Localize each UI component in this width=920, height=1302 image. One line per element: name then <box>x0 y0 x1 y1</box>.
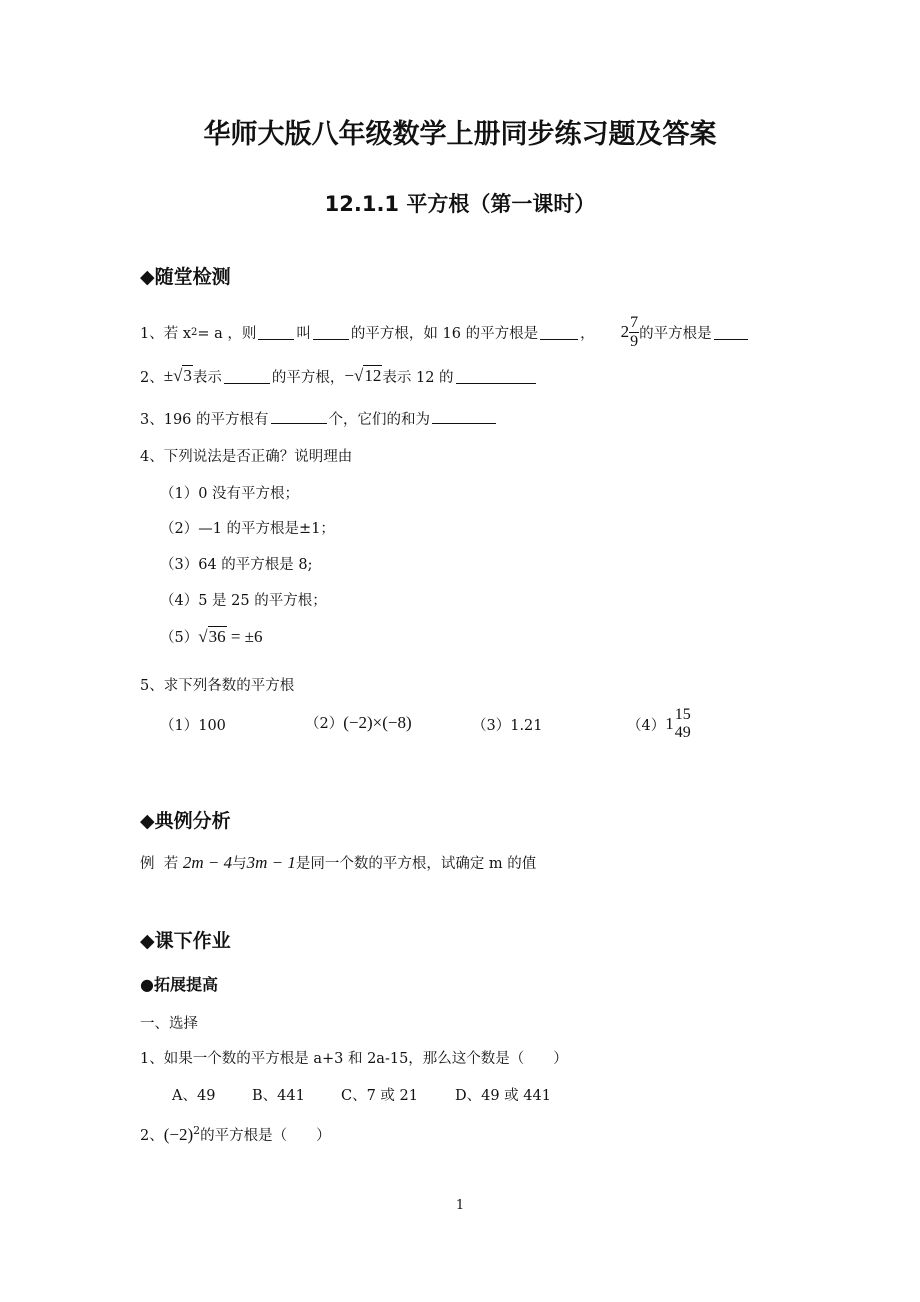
q1-sup: 2 <box>191 326 198 338</box>
hw-q1-option-a[interactable]: A、49 <box>172 1088 216 1104</box>
question-2 <box>140 362 538 390</box>
q1-text-6: 的平方根是 <box>639 325 712 342</box>
hw-q2-expression: (−2) <box>163 1124 194 1144</box>
q5-item-1: （1）100 <box>160 718 226 734</box>
answer-blank[interactable] <box>714 324 748 340</box>
hw-q2-text-1: 2、 <box>140 1128 164 1144</box>
q3-text-2: 个，它们的和为 <box>328 412 431 428</box>
answer-blank[interactable] <box>540 324 578 340</box>
radicand: 36 <box>208 626 226 646</box>
sqrt-36: √36 <box>198 626 226 646</box>
q1-text-5: ， <box>580 325 595 342</box>
mixed-number-whole: 1 <box>665 714 674 733</box>
answer-blank[interactable] <box>224 368 270 384</box>
example-text-1: 例 若 <box>140 856 183 872</box>
hw-q2-text-2: 的平方根是（ ） <box>200 1128 331 1144</box>
question-4-stem: 4、下列说法是否正确？说明理由 <box>140 449 353 465</box>
section-heading-classroom-check: ◆随堂检测 <box>140 266 231 288</box>
hw-question-2 <box>140 1124 331 1145</box>
q5-item-2 <box>305 712 412 733</box>
q2-text-1: 2、 <box>140 369 164 386</box>
minus-sign: − <box>344 366 355 385</box>
lesson-subtitle: 12.1.1 平方根（第一课时） <box>324 192 596 216</box>
example-text-2: 与 <box>232 856 247 872</box>
q2-text-2: 表示 <box>192 369 222 386</box>
q1-text-4: 的平方根，如 16 的平方根是 <box>350 325 539 342</box>
hw-q2-exponent: 2 <box>193 1124 201 1137</box>
q4-item-5-label: （5） <box>160 630 199 646</box>
q5-item-2-expression: (−2)×(−8) <box>343 712 412 732</box>
q4-item-2: （2）—1 的平方根是±1； <box>160 521 335 537</box>
fraction-numerator: 7 <box>630 313 639 331</box>
question-1 <box>140 312 750 352</box>
q1-text-1: 1、若 x <box>140 325 192 342</box>
q5-item-3: （3）1.21 <box>472 718 543 734</box>
hw-q1-option-d[interactable]: D、49 或 441 <box>455 1088 551 1104</box>
example-expression-1: 2m − 4 <box>182 852 233 872</box>
page-number: 1 <box>455 1198 465 1213</box>
plus-minus-sign: ± <box>163 366 174 385</box>
q4-item-3: （3）64 的平方根是 8; <box>160 557 313 573</box>
q2-text-3: 的平方根， <box>271 369 345 386</box>
q4-item-4: （4）5 是 25 的平方根； <box>160 593 327 609</box>
example-text-3: 是同一个数的平方根，试确定 m 的值 <box>295 856 537 872</box>
q4-item-1: （1）0 没有平方根； <box>160 486 300 502</box>
document-title: 华师大版八年级数学上册同步练习题及答案 <box>203 119 717 150</box>
question-5-stem: 5、求下列各数的平方根 <box>140 678 295 694</box>
answer-blank[interactable] <box>432 408 496 424</box>
fraction-7-9 <box>629 314 639 351</box>
subheading-extension: ●拓展提高 <box>140 975 218 994</box>
radicand: 12 <box>364 366 382 385</box>
answer-blank[interactable] <box>313 324 349 340</box>
q5-item-4 <box>627 700 692 748</box>
sqrt-12: √12 <box>354 366 382 385</box>
q1-text-2: = a ，则 <box>197 325 257 342</box>
mixed-number-whole: 2 <box>620 322 630 341</box>
example-expression-2: 3m − 1 <box>246 852 296 872</box>
answer-blank[interactable] <box>258 324 294 340</box>
hw-q1-option-c[interactable]: C、7 或 21 <box>341 1088 418 1104</box>
q5-item-4-label: （4） <box>627 717 666 734</box>
part-label-choice: 一、选择 <box>140 1016 198 1032</box>
hw-question-1-stem: 1、如果一个数的平方根是 a+3 和 2a-15，那么这个数是（ ） <box>140 1051 568 1067</box>
sqrt-3: √3 <box>173 366 192 385</box>
hw-q1-option-b[interactable]: B、441 <box>252 1088 305 1104</box>
fraction-denominator: 49 <box>674 724 691 741</box>
fraction-denominator: 9 <box>630 332 639 350</box>
question-3 <box>140 408 498 429</box>
section-heading-homework: ◆课下作业 <box>140 930 231 952</box>
fraction-15-49 <box>674 706 692 742</box>
q5-item-2-label: （2） <box>305 716 344 732</box>
answer-blank[interactable] <box>271 408 327 424</box>
section-heading-example-analysis: ◆典例分析 <box>140 810 231 832</box>
q4-item-5-rest: = ±6 <box>226 626 263 646</box>
fraction-numerator: 15 <box>674 706 691 723</box>
answer-blank[interactable] <box>456 368 536 384</box>
example-problem <box>140 852 536 873</box>
q2-text-4: 表示 12 的 <box>382 369 454 386</box>
q1-text-3: 叫 <box>296 325 311 342</box>
q4-item-5 <box>160 626 263 647</box>
radicand: 3 <box>183 366 192 385</box>
q3-text-1: 3、196 的平方根有 <box>140 412 269 428</box>
